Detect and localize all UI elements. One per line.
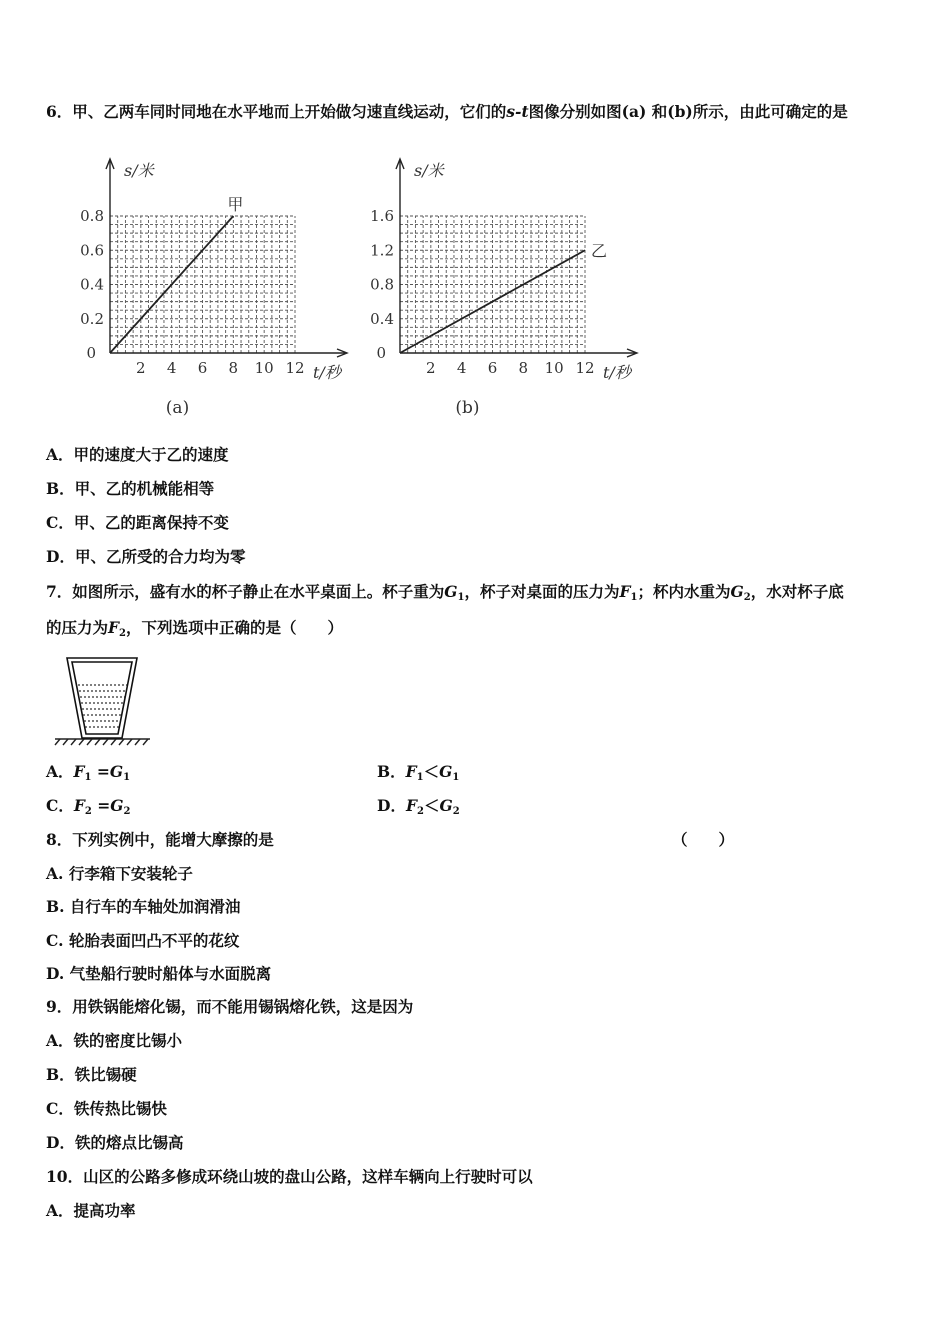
q8-option-c: C. 轮胎表面凹凸不平的花纹 — [46, 931, 240, 950]
y-tick-label: 0.2 — [80, 309, 104, 328]
x-tick-label: 12 — [575, 359, 595, 377]
y-tick-label: 0.8 — [80, 207, 104, 225]
q6-option-a: A．甲的速度大于乙的速度 — [46, 445, 229, 464]
q7-option-c: C．$F_2 =G_2$ — [46, 796, 131, 817]
y-axis-label: s/米 — [414, 161, 444, 180]
x-tick-label: 8 — [228, 359, 239, 377]
q10-option-a: A．提高功率 — [46, 1201, 136, 1220]
q9-option-c: C．铁传热比锡快 — [46, 1099, 167, 1118]
q9-option-b: B．铁比锡硬 — [46, 1065, 137, 1084]
q9-option-d: D．铁的熔点比锡高 — [46, 1133, 184, 1152]
q6-stem: 6．甲、乙两车同时同地在水平地而上开始做匀速直线运动，它们的s-t图像分别如图(a) 和(b)所示，由此可确定的是 — [46, 102, 848, 121]
q9-option-a: A．铁的密度比锡小 — [46, 1031, 183, 1050]
y-tick-label: 0.4 — [80, 275, 104, 294]
q8-option-d: D. 气垫船行驶时船体与水面脱离 — [46, 964, 272, 983]
origin-label: 0 — [86, 344, 96, 362]
x-tick-label: 10 — [544, 359, 564, 377]
chart-a — [60, 148, 380, 423]
chart-caption: (a) — [165, 398, 190, 418]
q7-option-a: A．$F_1 =G_1$ — [46, 762, 131, 783]
cup-figure — [52, 654, 156, 746]
q7-option-b: B．$F_1<G_1$ — [377, 762, 460, 783]
q7-option-d: D．$F_2<G_2$ — [377, 796, 460, 817]
q6-option-c: C．甲、乙的距离保持不变 — [46, 513, 229, 532]
q6-option-d: D．甲、乙所受的合力均为零 — [46, 547, 246, 566]
y-tick-label: 1.2 — [370, 241, 394, 260]
x-axis-label: t/秒 — [313, 363, 341, 382]
x-tick-label: 12 — [285, 359, 305, 377]
q7-stem-line1: 7．如图所示，盛有水的杯子静止在水平桌面上。杯子重为$G_1$，杯子对桌面的压力为$F_1$；杯内水重为$G_2$，水对杯子底 — [46, 582, 844, 603]
q9-stem: 9．用铁锅能熔化锡，而不能用锡锅熔化铁，这是因为 — [46, 997, 414, 1016]
x-tick-label: 4 — [456, 359, 467, 377]
y-tick-label: 0.8 — [370, 275, 394, 294]
x-tick-label: 8 — [518, 359, 529, 377]
table-surface — [55, 739, 150, 745]
chart-caption: (b) — [455, 398, 480, 418]
q8-option-b: B. 自行车的车轴处加润滑油 — [46, 897, 241, 916]
x-tick-label: 6 — [487, 359, 498, 377]
y-tick-label: 1.6 — [370, 207, 394, 225]
chart-b — [350, 148, 670, 423]
x-tick-label: 6 — [197, 359, 208, 377]
q8-answer-paren: （ ） — [672, 830, 735, 849]
q8-stem: 8．下列实例中，能增大摩擦的是 — [46, 830, 274, 849]
series-label: 乙 — [591, 241, 608, 261]
x-tick-label: 2 — [136, 359, 146, 377]
y-tick-label: 0.4 — [370, 309, 394, 328]
q7-stem-line2: 的压力为$F_2$，下列选项中正确的是（ ） — [46, 618, 344, 639]
series-label: 甲 — [227, 195, 244, 214]
q10-stem: 10．山区的公路多修成环绕山坡的盘山公路，这样车辆向上行驶时可以 — [46, 1167, 533, 1186]
cup — [67, 658, 137, 738]
x-tick-label: 10 — [254, 359, 274, 377]
q6-option-b: B．甲、乙的机械能相等 — [46, 479, 215, 498]
y-axis-label: s/米 — [124, 161, 154, 180]
x-tick-label: 2 — [426, 359, 436, 377]
origin-label: 0 — [376, 344, 386, 362]
x-axis-label: t/秒 — [603, 363, 631, 382]
x-tick-label: 4 — [166, 359, 177, 377]
y-tick-label: 0.6 — [80, 241, 104, 260]
q8-option-a: A. 行李箱下安装轮子 — [46, 864, 193, 883]
